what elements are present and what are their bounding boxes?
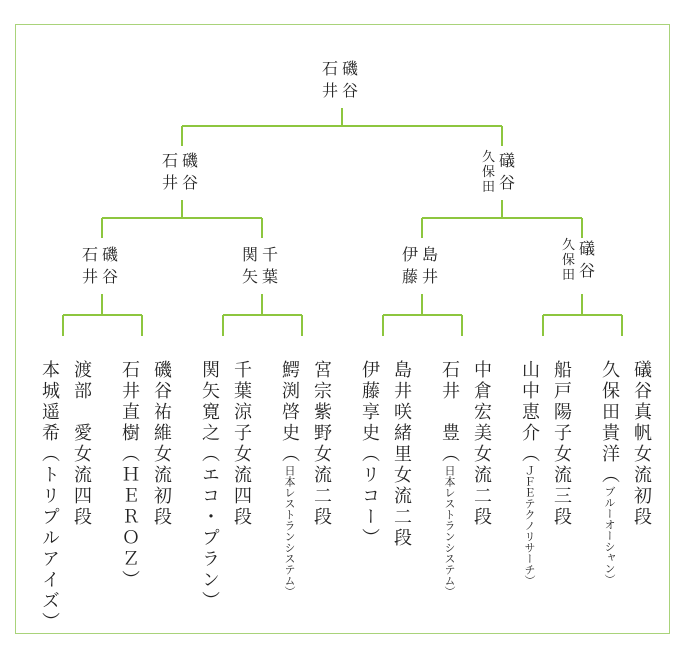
player-name xyxy=(630,360,652,528)
player-name-text: 磯谷祐維女流初段 xyxy=(151,360,172,528)
quarter-3 xyxy=(402,244,438,288)
player-affiliation: ＪＦＥテクノリサーチ） xyxy=(523,465,536,586)
player-name-text: 鰐渕啓史（ xyxy=(279,360,300,465)
player-name xyxy=(278,360,300,597)
player-name xyxy=(38,360,60,633)
quarter-4-right-name: 礒 谷 xyxy=(579,239,596,280)
quarter-4 xyxy=(562,238,595,283)
semi-1-left-name: 石 井 xyxy=(162,151,179,192)
player-name-text: 宮宗紫野女流二段 xyxy=(311,360,332,528)
player-name-text: 伊藤享史（リコー） xyxy=(359,360,380,549)
quarter-1-right-name: 磯 谷 xyxy=(102,245,119,286)
semi-2 xyxy=(482,150,515,195)
player-affiliation: 日本レストランシステム） xyxy=(283,465,296,597)
quarter-3-right-name: 島 井 xyxy=(422,245,439,286)
player-name xyxy=(70,360,92,528)
player-name-text: 中倉宏美女流二段 xyxy=(471,360,492,528)
player-name xyxy=(438,360,460,597)
player-name-text: 石井直樹（ＨＥＲＯＺ） xyxy=(119,360,140,591)
player-name-text: 久保田貴洋（ xyxy=(599,360,620,486)
player-name xyxy=(550,360,572,528)
semi-1-right-name: 磯 谷 xyxy=(182,151,199,192)
player-name xyxy=(310,360,332,528)
player-name-text: 礒谷真帆女流初段 xyxy=(631,360,652,528)
player-name xyxy=(518,360,540,586)
player-name-text: 本城遥希（トリプルアイズ） xyxy=(39,360,60,633)
player-name-text: 船戸陽子女流三段 xyxy=(551,360,572,528)
player-name xyxy=(150,360,172,528)
quarter-1 xyxy=(82,244,118,288)
quarter-4-left-name: 久 保 田 xyxy=(562,238,576,283)
player-name xyxy=(598,360,620,585)
final-left-name: 石 井 xyxy=(322,59,339,100)
quarter-2-right-name: 千 葉 xyxy=(262,245,279,286)
player-name xyxy=(230,360,252,528)
final-winner xyxy=(322,58,358,102)
quarter-2-left-name: 関 矢 xyxy=(242,245,259,286)
player-name-text: 山中恵介（ xyxy=(519,360,540,465)
player-name-text: 関矢寛之（エコ・プラン） xyxy=(199,360,220,612)
player-name xyxy=(358,360,380,549)
semi-2-right-name: 礒 谷 xyxy=(499,151,516,192)
final-right-name: 磯 谷 xyxy=(342,59,359,100)
quarter-1-left-name: 石 井 xyxy=(82,245,99,286)
quarter-2 xyxy=(242,244,278,288)
player-name xyxy=(118,360,140,591)
player-affiliation: 日本レストランシステム） xyxy=(443,465,456,597)
player-affiliation: ブルーオーシャン） xyxy=(603,486,616,585)
player-name xyxy=(470,360,492,528)
quarter-3-left-name: 伊 藤 xyxy=(402,245,419,286)
player-name-text: 島井咲緒里女流二段 xyxy=(391,360,412,549)
player-name-text: 渡部 愛女流四段 xyxy=(71,360,92,528)
player-name xyxy=(198,360,220,612)
player-name-text: 石井 豊（ xyxy=(439,360,460,465)
semi-1 xyxy=(162,150,198,194)
semi-2-left-name: 久 保 田 xyxy=(482,150,496,195)
player-name xyxy=(390,360,412,549)
player-name-text: 千葉涼子女流四段 xyxy=(231,360,252,528)
